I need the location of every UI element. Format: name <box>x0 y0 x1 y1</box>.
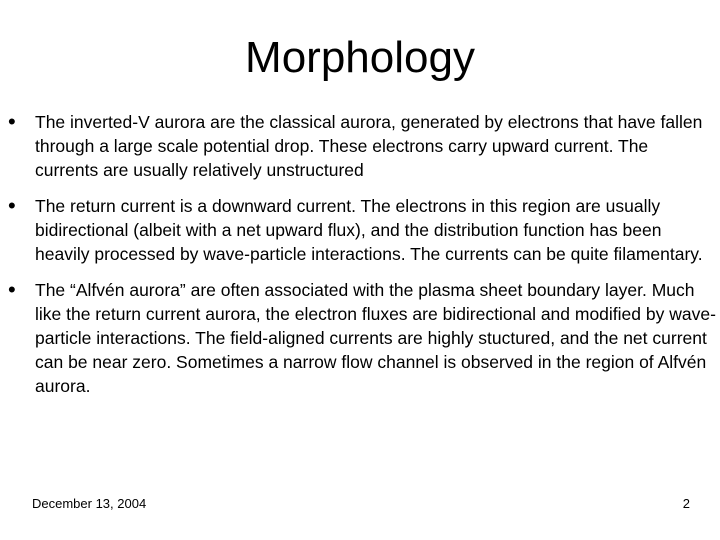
bullet-item <box>0 278 720 398</box>
bullet-marker: • <box>8 109 16 134</box>
bullet-text: The “Alfvén aurora” are often associated with the plasma sheet boundary layer. Much like the return current aurora, the electron fluxes are bidirectional and modified by wave-particle interactions. The field-aligned currents are highly stuctured, and the net current can be near zero. Sometimes a narrow flow channel is observed in the region of Alfvén aurora. <box>35 280 716 396</box>
bullet-marker: • <box>8 193 16 218</box>
bullet-marker: • <box>8 277 16 302</box>
bullet-item <box>0 110 720 182</box>
footer-date: December 13, 2004 <box>32 496 147 511</box>
bullet-text: The inverted-V aurora are the classical aurora, generated by electrons that have fallen through a large scale potential drop. These electrons carry upward current. The currents are usually relatively unstructured <box>35 112 703 180</box>
bullet-text: The return current is a downward current. The electrons in this region are usually bidirectional (albeit with a net upward flux), and the distribution function has been heavily processed by wave-particle interactions. The currents can be quite filamentary. <box>35 196 703 264</box>
bullet-item <box>0 194 720 266</box>
page-number: 2 <box>682 496 690 511</box>
bullet-list <box>0 110 720 410</box>
slide-title: Morphology <box>245 33 475 82</box>
